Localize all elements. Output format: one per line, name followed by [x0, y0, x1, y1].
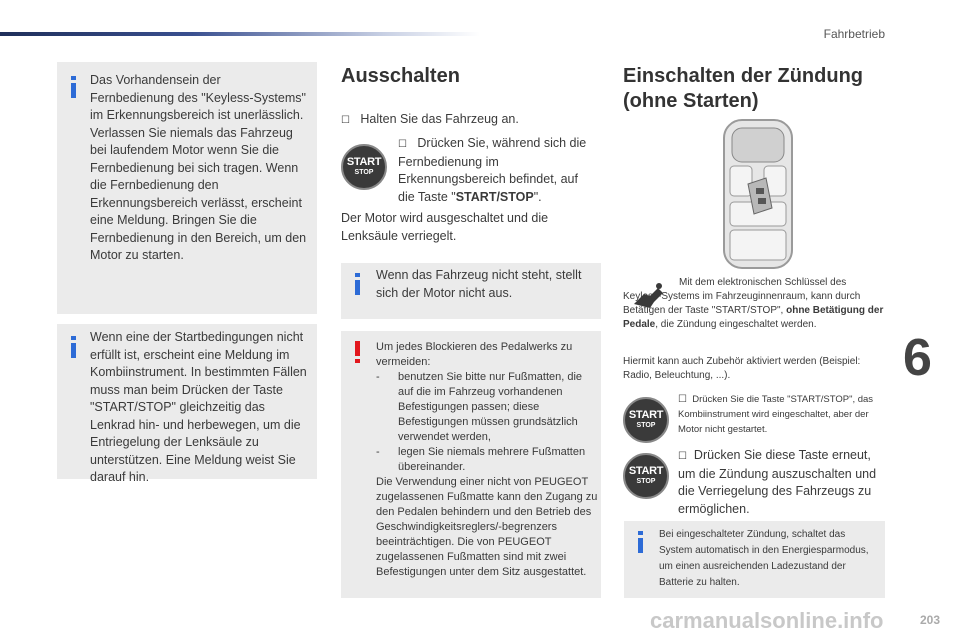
info-box-not-stationary	[341, 263, 601, 319]
chapter-number: 6	[903, 329, 932, 387]
start-stop-button-icon	[341, 144, 387, 190]
result-text: Der Motor wird ausgeschaltet und die Lenksäule verriegelt.	[341, 211, 549, 243]
step-ignition-on: ☐ Drücken Sie die Taste "START/STOP", das Kombiinstrument wird eingeschaltet, aber der Motor nicht gestartet.	[678, 394, 874, 435]
header-accent-bar	[0, 32, 480, 36]
car-interior-illustration	[718, 118, 798, 270]
checkbox-bullet-icon: ☐	[398, 139, 407, 150]
warning-box-pedals	[341, 331, 601, 598]
info-icon	[71, 336, 76, 358]
checkbox-bullet-icon: ☐	[341, 115, 350, 126]
info-text-energy-saving: Bei eingeschalteter Zündung, schaltet das System automatisch in den Energiesparmodus, um einen ausreichenden Ladezustand der Batterie zu halten.	[659, 529, 869, 588]
list-item: - legen Sie niemals mehrere Fußmatten übereinander.	[376, 445, 598, 475]
stop-label: STOP	[354, 169, 374, 176]
info-icon	[355, 273, 360, 295]
warning-list	[376, 370, 598, 475]
info-box-keyless	[57, 62, 317, 314]
page-number: 203	[919, 613, 940, 627]
list-item: - benutzen Sie bitte nur Fußmatten, die auf die im Fahrzeug vorhandenen Befestigungen passen; diese Befestigungen müssen grundsätzlich verwendet werden,	[376, 370, 598, 445]
step-ignition-off: ☐ Drücken Sie diese Taste erneut, um die Zündung auszuschalten und die Verriegelung des Fahrzeugs zu ermöglichen.	[678, 448, 877, 516]
checkbox-bullet-icon: ☐	[678, 451, 687, 462]
step-press-start-stop: ☐ Drücken Sie, während sich die Fernbedienung im Erkennungsbereich befindet, auf die Taste "START/STOP".	[398, 136, 587, 204]
warning-outro: Die Verwendung einer nicht von PEUGEOT zugelassenen Fußmatte kann den Zugang zu den Pedalen behindern und den Betrieb des Geschwindigkeitsreglers/-begrenzers beeinträchtigen. Die von PEUGEOT zugelassenen Fußmatten sind mit zwei Befestigungen unter dem Sitz ausgestattet.	[376, 476, 598, 578]
watermark: carmanualsonline.info	[650, 608, 884, 633]
start-stop-button-icon: START STOP	[623, 397, 669, 443]
section-title-ausschalten: Ausschalten	[341, 65, 460, 87]
keyless-ignition-text: Mit dem elektronischen Schlüssel des Keyless-Systems im Fahrzeuginnenraum, kann durch Betätigen der Taste "START/STOP", ohne Betätigung der Pedale, die Zündung eingeschaltet werden.	[623, 277, 884, 330]
step-stop-vehicle	[341, 111, 601, 130]
section-label: Fahrbetrieb	[823, 27, 885, 41]
step-text: Halten Sie das Fahrzeug an.	[360, 112, 519, 126]
section-title-zuendung: Einschalten der Zündung (ohne Starten)	[623, 65, 864, 112]
warning-intro: Um jedes Blockieren des Pedalwerks zu vermeiden:	[376, 341, 573, 368]
info-icon	[71, 76, 76, 98]
start-stop-button-icon: START STOP	[623, 453, 669, 499]
checkbox-bullet-icon: ☐	[678, 394, 687, 405]
info-icon	[638, 531, 643, 553]
key-name: START/STOP	[455, 189, 534, 204]
info-text-keyless: Das Vorhandensein der Fernbedienung des "Keyless-Systems" im Erkennungsbereich ist unerlässlich. Verlassen Sie niemals das Fahrzeug bei laufendem Motor wenn Sie die Fernbedienung bei sich tragen. Wenn die Fernbedienung den Erkennungsbereich verlässt, erscheint eine Meldung. Bringen Sie die Fernbedienung in den Bereich, um den Motor zu starten.	[90, 73, 307, 262]
info-text-start-conditions: Wenn eine der Startbedingungen nicht erfüllt ist, erscheint eine Meldung im Kombiinstrument. In bestimmten Fällen muss man beim Drücken der Taste "START/STOP" gleichzeitig das Lenkrad hin- und herbewegen, um die Entriegelung der Lenksäule zu unterstützen. Eine Meldung weist Sie darauf hin.	[90, 330, 307, 484]
start-label: START	[346, 156, 382, 168]
info-text-not-stationary: Wenn das Fahrzeug nicht steht, stellt sich der Motor nicht aus.	[376, 268, 582, 300]
warning-text	[376, 340, 598, 580]
info-box-start-conditions	[57, 324, 317, 484]
accessory-text: Hiermit kann auch Zubehör aktiviert werden (Beispiel: Radio, Beleuchtung, ...).	[623, 356, 861, 381]
warning-icon	[355, 341, 360, 363]
info-box-energy-saving	[624, 521, 885, 598]
